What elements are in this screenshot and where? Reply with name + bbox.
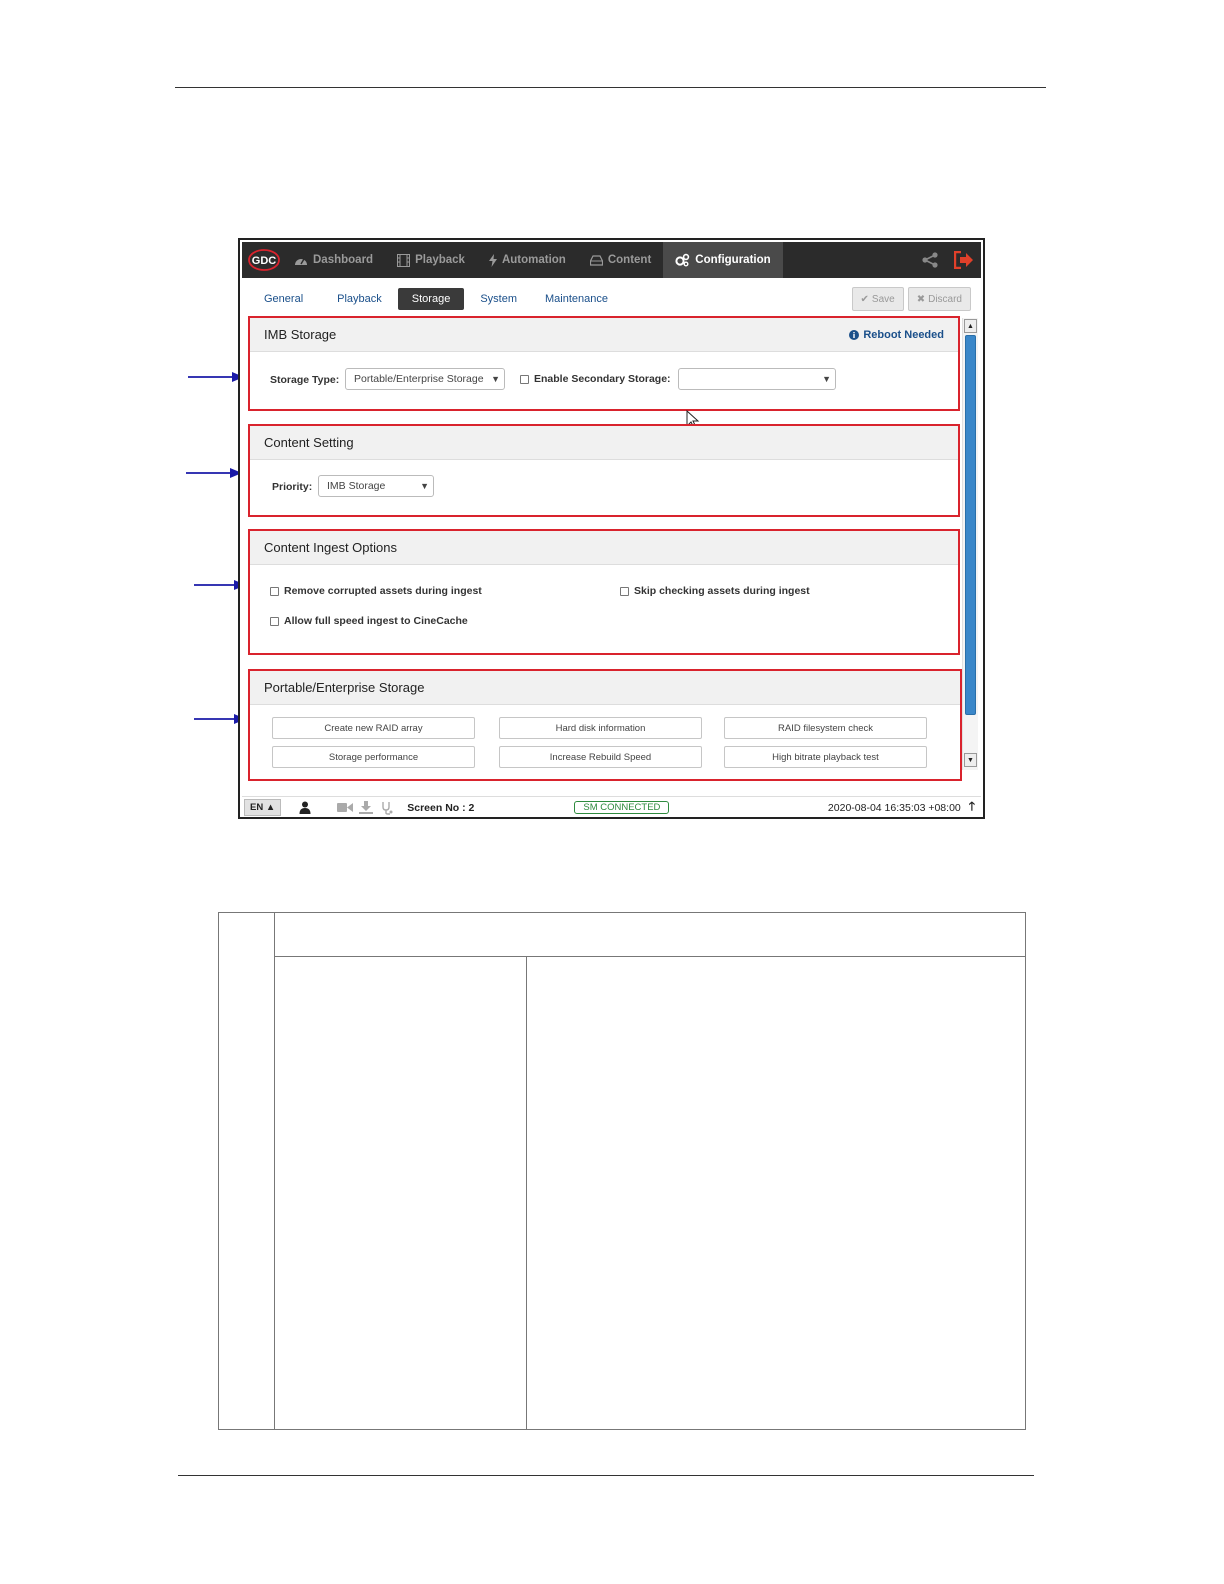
storage-performance-button[interactable]: Storage performance bbox=[272, 746, 475, 768]
gdc-logo[interactable] bbox=[246, 245, 282, 275]
full-speed-ingest-checkbox[interactable] bbox=[270, 617, 279, 626]
arrow-up-icon[interactable]: 🡑 bbox=[968, 799, 975, 813]
share-button[interactable] bbox=[913, 242, 947, 278]
raid-filesystem-check-button[interactable]: RAID filesystem check bbox=[724, 717, 927, 739]
nav-configuration-label: Configuration bbox=[695, 254, 771, 266]
storage-type-label: Storage Type: bbox=[270, 374, 340, 386]
tab-storage[interactable]: Storage bbox=[398, 288, 465, 310]
screen-number: Screen No : 2 bbox=[407, 801, 475, 814]
skip-checking-checkbox[interactable] bbox=[620, 587, 629, 596]
nav-automation-label: Automation bbox=[501, 254, 566, 266]
skip-checking-label: Skip checking assets during ingest bbox=[634, 585, 810, 597]
reboot-needed-label: Reboot Needed bbox=[863, 328, 944, 341]
logout-button[interactable] bbox=[947, 242, 981, 278]
scroll-thumb[interactable] bbox=[965, 335, 976, 715]
create-raid-array-button[interactable]: Create new RAID array bbox=[272, 717, 475, 739]
discard-button[interactable] bbox=[908, 287, 971, 311]
configuration-screenshot bbox=[238, 238, 985, 819]
enable-secondary-label: Enable Secondary Storage: bbox=[534, 373, 671, 385]
bolt-icon bbox=[489, 254, 497, 267]
skip-checking-option[interactable] bbox=[620, 585, 810, 597]
film-icon bbox=[397, 254, 410, 267]
increase-rebuild-speed-button[interactable]: Increase Rebuild Speed bbox=[499, 746, 702, 768]
high-bitrate-playback-test-button[interactable]: High bitrate playback test bbox=[724, 746, 927, 768]
nav-configuration[interactable] bbox=[663, 242, 782, 278]
nav-content[interactable] bbox=[578, 242, 663, 278]
scroll-down-button[interactable] bbox=[964, 753, 977, 767]
table-header-divider bbox=[274, 956, 1026, 957]
triangle-up-icon: ▲ bbox=[967, 322, 974, 330]
remove-corrupted-checkbox[interactable] bbox=[270, 587, 279, 596]
check-icon: ✔ bbox=[860, 293, 869, 305]
save-button[interactable] bbox=[852, 287, 904, 311]
dashboard-icon bbox=[294, 254, 308, 266]
tab-system[interactable]: System bbox=[480, 293, 517, 305]
imb-storage-panel bbox=[248, 316, 960, 411]
user-icon[interactable] bbox=[299, 801, 311, 814]
x-icon: ✖ bbox=[916, 293, 926, 305]
sm-status-badge: SM CONNECTED bbox=[574, 801, 669, 814]
logo-text: GDC bbox=[251, 255, 277, 267]
enable-secondary-checkbox[interactable] bbox=[520, 375, 529, 384]
tab-playback[interactable]: Playback bbox=[337, 293, 382, 305]
imb-storage-title: IMB Storage bbox=[264, 327, 337, 342]
enable-secondary-storage[interactable] bbox=[520, 373, 671, 385]
remove-corrupted-option[interactable] bbox=[270, 585, 482, 597]
nav-automation[interactable] bbox=[477, 242, 578, 278]
arrow-content-setting bbox=[184, 466, 244, 480]
remove-corrupted-label: Remove corrupted assets during ingest bbox=[284, 585, 482, 597]
sub-navigation bbox=[250, 286, 971, 312]
footer-rule bbox=[178, 1475, 1034, 1476]
table-inner-divider bbox=[526, 956, 527, 1430]
portable-storage-title: Portable/Enterprise Storage bbox=[264, 680, 425, 695]
full-speed-ingest-option[interactable] bbox=[270, 615, 468, 627]
description-table bbox=[218, 912, 1026, 1430]
tab-general[interactable]: General bbox=[264, 293, 304, 305]
chevron-down-icon: ▼ bbox=[491, 374, 500, 384]
share-icon bbox=[921, 252, 939, 268]
header-rule bbox=[175, 87, 1046, 88]
full-speed-ingest-label: Allow full speed ingest to CineCache bbox=[284, 615, 468, 627]
priority-label: Priority: bbox=[272, 481, 313, 493]
secondary-storage-select[interactable] bbox=[678, 368, 836, 390]
discard-label: Discard bbox=[928, 293, 962, 305]
gears-icon bbox=[675, 253, 690, 267]
content-ingest-options-title: Content Ingest Options bbox=[264, 540, 397, 555]
nav-dashboard-label: Dashboard bbox=[313, 254, 374, 266]
chevron-down-icon: ▼ bbox=[420, 481, 429, 491]
nav-playback-label: Playback bbox=[415, 254, 465, 266]
video-camera-icon bbox=[337, 802, 353, 813]
info-icon bbox=[849, 330, 859, 340]
drive-icon bbox=[590, 255, 603, 266]
storage-type-select[interactable] bbox=[345, 368, 505, 390]
content-setting-panel bbox=[248, 424, 960, 517]
hard-disk-information-button[interactable]: Hard disk information bbox=[499, 717, 702, 739]
nav-dashboard[interactable] bbox=[282, 242, 385, 278]
scroll-up-button[interactable] bbox=[964, 319, 977, 333]
triangle-down-icon: ▼ bbox=[967, 756, 974, 764]
vertical-scrollbar[interactable] bbox=[962, 318, 978, 770]
download-icon bbox=[359, 801, 373, 814]
status-timestamp: 2020-08-04 16:35:03 +08:00 bbox=[827, 801, 961, 814]
portable-enterprise-storage-panel bbox=[248, 669, 962, 781]
chevron-down-icon: ▼ bbox=[822, 374, 831, 384]
priority-value: IMB Storage bbox=[327, 480, 386, 492]
content-setting-title: Content Setting bbox=[264, 435, 354, 450]
priority-select[interactable] bbox=[318, 475, 434, 497]
language-value: EN bbox=[250, 802, 264, 813]
tab-maintenance[interactable]: Maintenance bbox=[545, 293, 608, 305]
nav-playback[interactable] bbox=[385, 242, 477, 278]
stethoscope-icon bbox=[381, 801, 393, 815]
storage-type-value: Portable/Enterprise Storage bbox=[354, 373, 484, 385]
language-selector[interactable]: EN ▲ bbox=[244, 799, 281, 816]
content-ingest-options-panel bbox=[248, 529, 960, 655]
save-label: Save bbox=[871, 293, 895, 305]
nav-content-label: Content bbox=[607, 254, 652, 266]
arrow-imb-storage bbox=[186, 370, 246, 384]
logout-icon bbox=[954, 251, 974, 269]
status-bar bbox=[242, 796, 981, 818]
reboot-needed-notice bbox=[849, 329, 944, 341]
top-navigation bbox=[242, 242, 981, 278]
table-col-divider bbox=[274, 912, 275, 1430]
